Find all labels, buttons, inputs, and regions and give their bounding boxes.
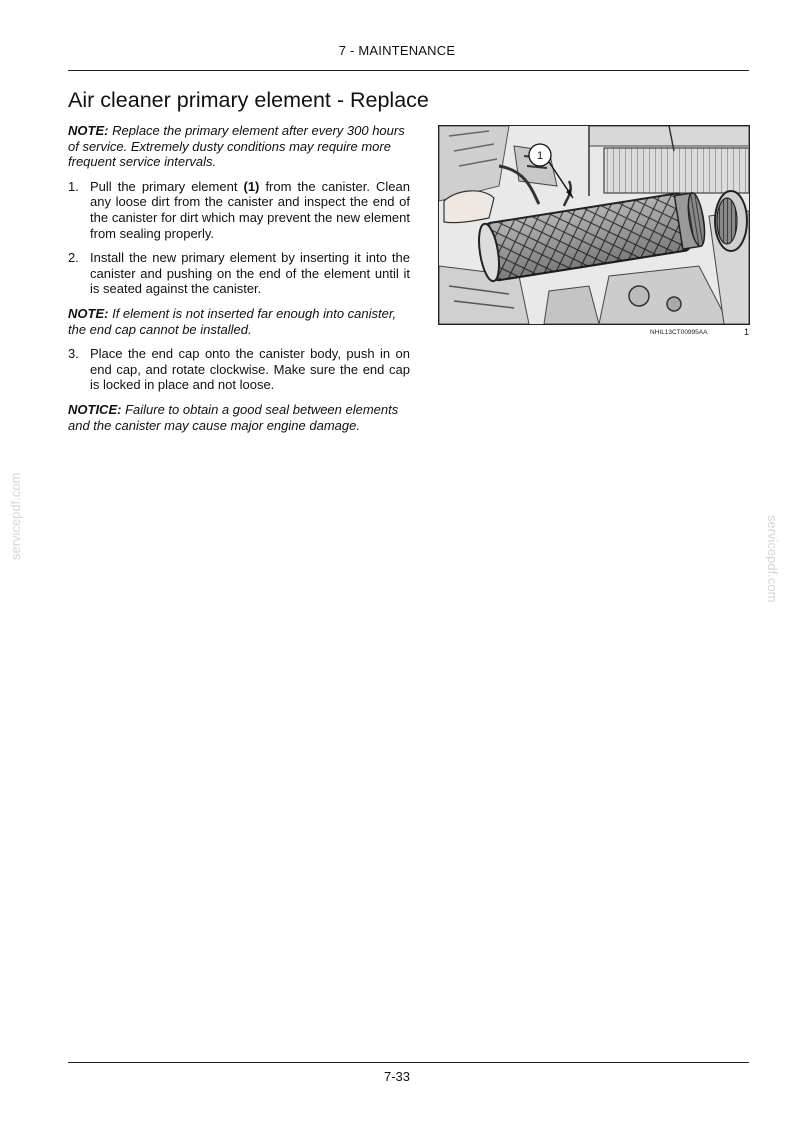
notice-label: NOTICE: (68, 401, 122, 417)
note-insertion (68, 306, 410, 337)
watermark-right: servicepdf.com (765, 515, 780, 603)
note-service-interval (68, 123, 410, 170)
page-number: 7-33 (383, 1069, 411, 1084)
air-cleaner-illustration (439, 126, 749, 324)
step-text (90, 179, 410, 241)
footer-rule (68, 1062, 749, 1063)
notice-engine-damage (68, 402, 410, 433)
step-number: 2. (68, 250, 79, 266)
notice-text: Failure to obtain a good seal between elements and the canister may cause major engine damage. (68, 401, 399, 433)
note-label: NOTE: (68, 305, 109, 321)
step-text: Install the new primary element by inserting it into the canister and pushing on the end of the element until it is seated against the canister. (90, 250, 410, 297)
callout-label: 1 (536, 150, 544, 162)
step-1 (68, 179, 410, 241)
note-text: Replace the primary element after every 300 hours of service. Extremely dusty conditions may require more frequent service intervals. (68, 123, 405, 170)
step-text: Place the end cap onto the canister body, push in on end cap, and rotate clockwise. Make sure the end cap is locked in place and not loose. (90, 346, 410, 393)
step-2 (68, 250, 410, 297)
figure-index: 1 (744, 327, 750, 337)
watermark-left: servicepdf.com (8, 472, 23, 560)
step-number: 1. (68, 178, 79, 194)
callout-reference: (1) (243, 178, 260, 194)
step-3 (68, 346, 410, 393)
page-title: Air cleaner primary element - Replace (68, 88, 429, 112)
note-label: NOTE: (68, 123, 109, 138)
step-number: 3. (68, 346, 79, 362)
instructions-column (68, 123, 410, 442)
header-rule (68, 70, 749, 71)
figure-caption: NHIL13CT00995AA (650, 329, 708, 336)
note-text: If element is not inserted far enough into canister, the end cap cannot be installed. (68, 305, 397, 337)
step-text-part: Pull the primary element (90, 178, 238, 194)
running-header: 7 - MAINTENANCE (338, 43, 456, 58)
step-text-part: from the canister. Clean any loose dirt from the canister and inspect the end of the canister for dirt which may prevent the new element from sealing properly. (90, 178, 410, 241)
air-cleaner-photo (438, 125, 750, 325)
